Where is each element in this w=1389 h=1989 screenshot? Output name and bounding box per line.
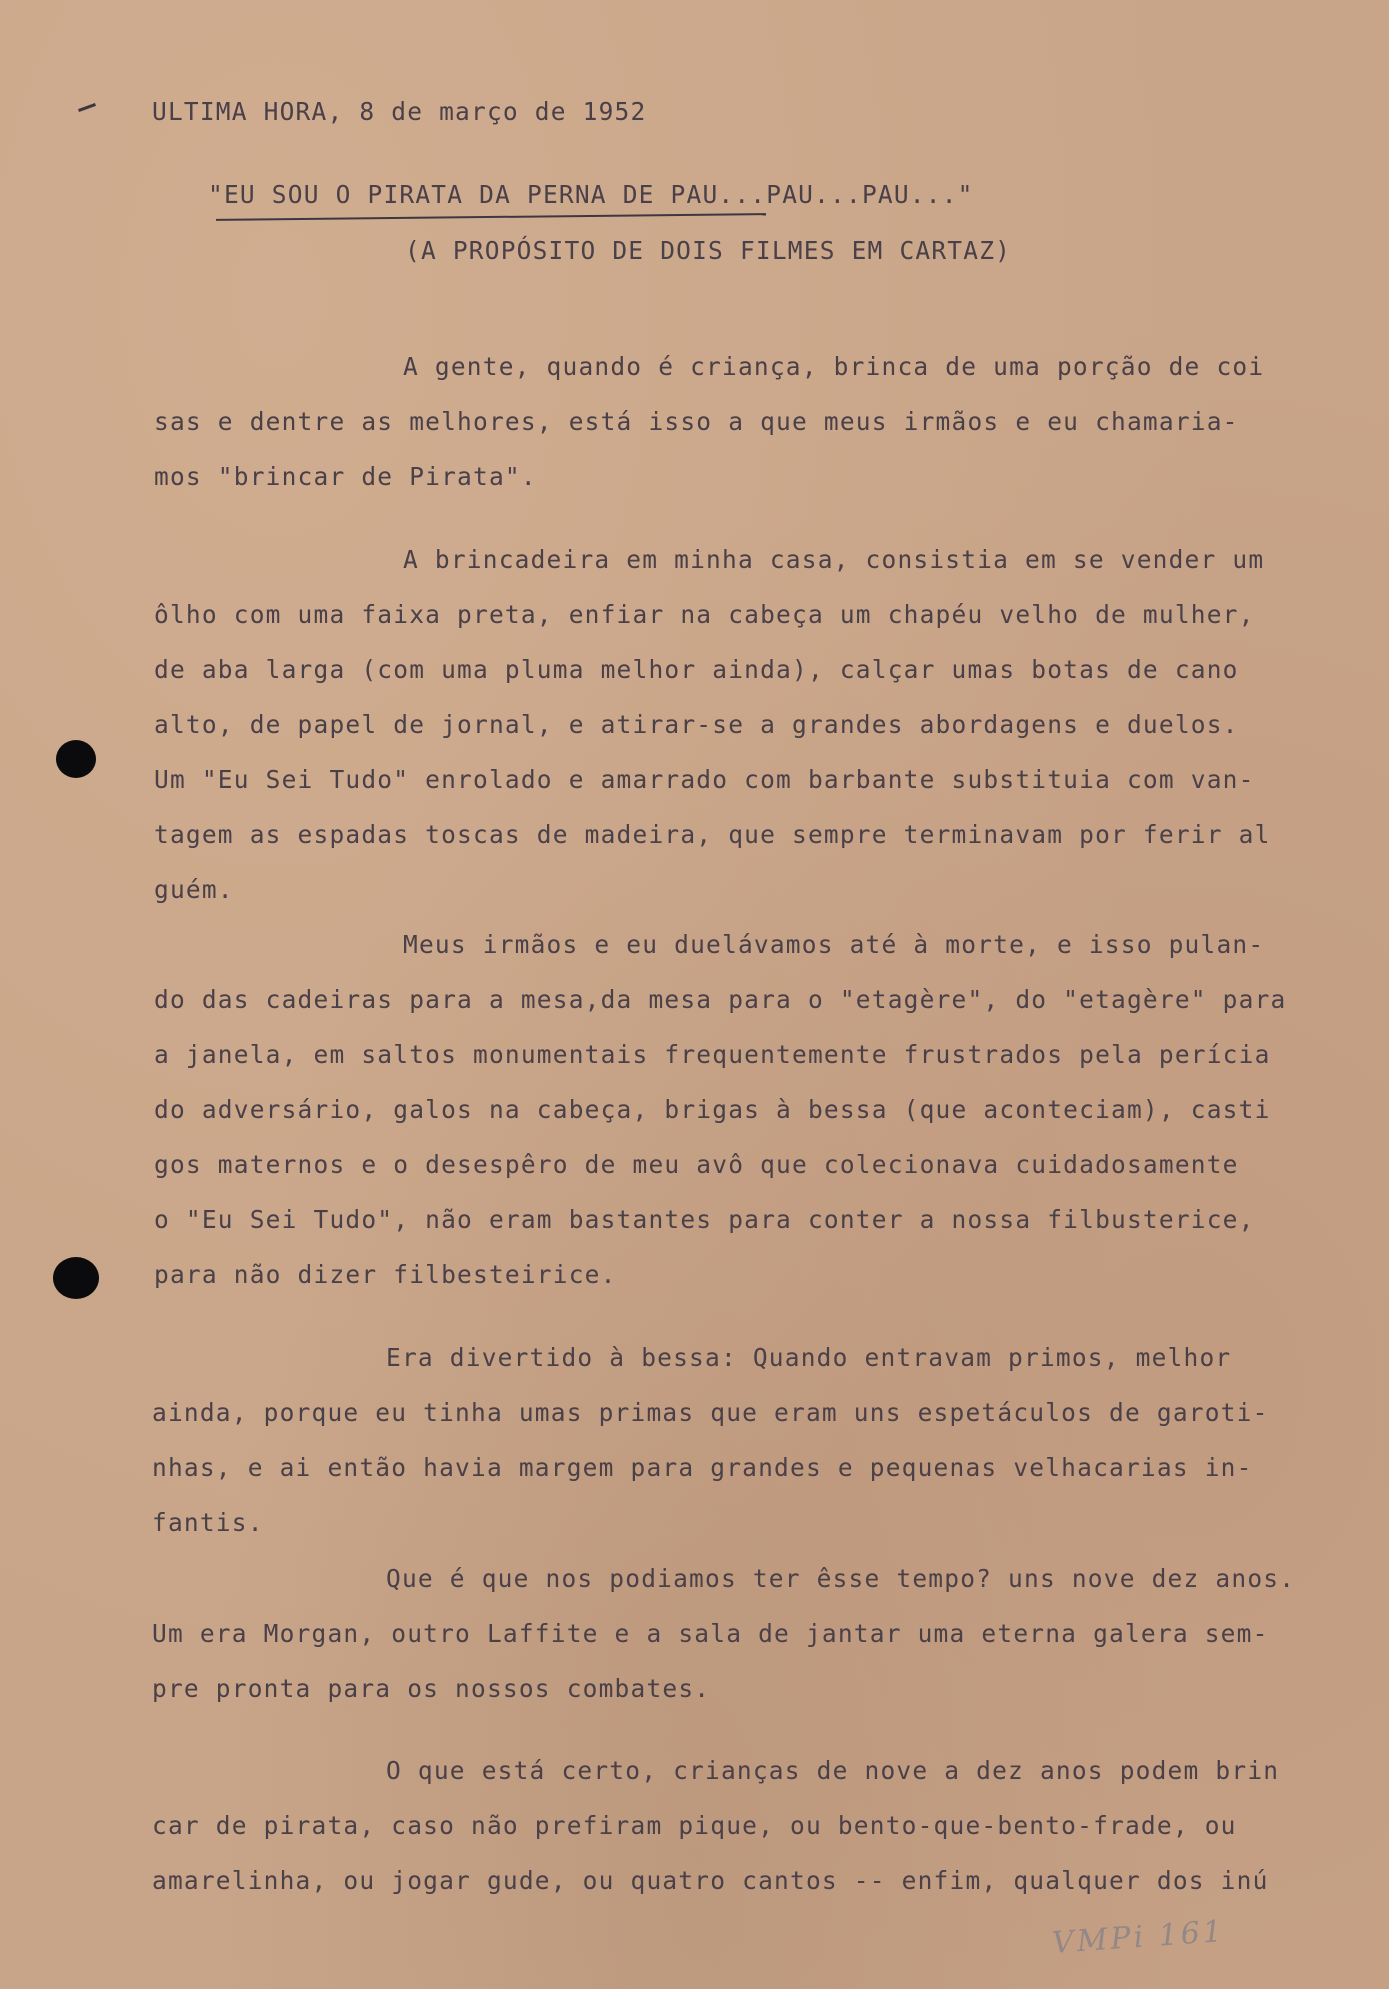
body-line: car de pirata, caso não prefiram pique, ou bento-que-bento-frade, ou (152, 1811, 1237, 1840)
body-line: Um "Eu Sei Tudo" enrolado e amarrado com barbante substituia com van- (154, 765, 1255, 794)
body-line: do adversário, galos na cabeça, brigas à bessa (que aconteciam), casti (154, 1095, 1271, 1124)
body-line: gos maternos e o desespêro de meu avô que colecionava cuidadosamente (154, 1150, 1239, 1179)
body-line: Um era Morgan, outro Laffite e a sala de jantar uma eterna galera sem- (152, 1619, 1269, 1648)
body-line: O que está certo, crianças de nove a dez anos podem brin (386, 1756, 1280, 1785)
pen-mark (78, 103, 96, 112)
body-line: tagem as espadas toscas de madeira, que sempre terminavam por ferir al (154, 820, 1271, 849)
body-line: a janela, em saltos monumentais frequentemente frustrados pela perícia (154, 1040, 1271, 1069)
article-title: "EU SOU O PIRATA DA PERNA DE PAU...PAU...PAU..." (208, 180, 974, 209)
body-line: pre pronta para os nossos combates. (152, 1674, 711, 1703)
body-line: o "Eu Sei Tudo", não eram bastantes para conter a nossa filbusterice, (154, 1205, 1255, 1234)
body-line: ôlho com uma faixa preta, enfiar na cabeça um chapéu velho de mulher, (154, 600, 1255, 629)
punch-hole (53, 1257, 99, 1299)
body-line: ainda, porque eu tinha umas primas que eram uns espetáculos de garoti- (152, 1398, 1269, 1427)
body-line: para não dizer filbesteirice. (154, 1260, 617, 1289)
body-line: sas e dentre as melhores, está isso a que meus irmãos e eu chamaria- (154, 407, 1239, 436)
body-line: A gente, quando é criança, brinca de uma porção de coi (403, 352, 1265, 381)
body-line: amarelinha, ou jogar gude, ou quatro cantos -- enfim, qualquer dos inú (152, 1866, 1269, 1895)
body-line: de aba larga (com uma pluma melhor ainda), calçar umas botas de cano (154, 655, 1239, 684)
body-line: guém. (154, 875, 234, 904)
punch-hole (56, 740, 96, 778)
article-subtitle: (A PROPÓSITO DE DOIS FILMES EM CARTAZ) (405, 236, 1012, 265)
body-line: Meus irmãos e eu duelávamos até à morte, e isso pulan- (403, 930, 1265, 959)
body-line: mos "brincar de Pirata". (154, 462, 537, 491)
archive-pencil-note: VMPi 161 (1050, 1914, 1226, 1961)
body-line: Que é que nos podiamos ter êsse tempo? uns nove dez anos. (386, 1564, 1296, 1593)
body-line: A brincadeira em minha casa, consistia em se vender um (403, 545, 1265, 574)
body-line: do das cadeiras para a mesa,da mesa para o "etagère", do "etagère" para (154, 985, 1287, 1014)
body-line: nhas, e ai então havia margem para grandes e pequenas velhacarias in- (152, 1453, 1253, 1482)
body-line: fantis. (152, 1508, 264, 1537)
body-line: alto, de papel de jornal, e atirar-se a grandes abordagens e duelos. (154, 710, 1239, 739)
body-line: Era divertido à bessa: Quando entravam primos, melhor (386, 1343, 1232, 1372)
newspaper-header: ULTIMA HORA, 8 de março de 1952 (152, 97, 647, 126)
title-underline (216, 213, 766, 221)
